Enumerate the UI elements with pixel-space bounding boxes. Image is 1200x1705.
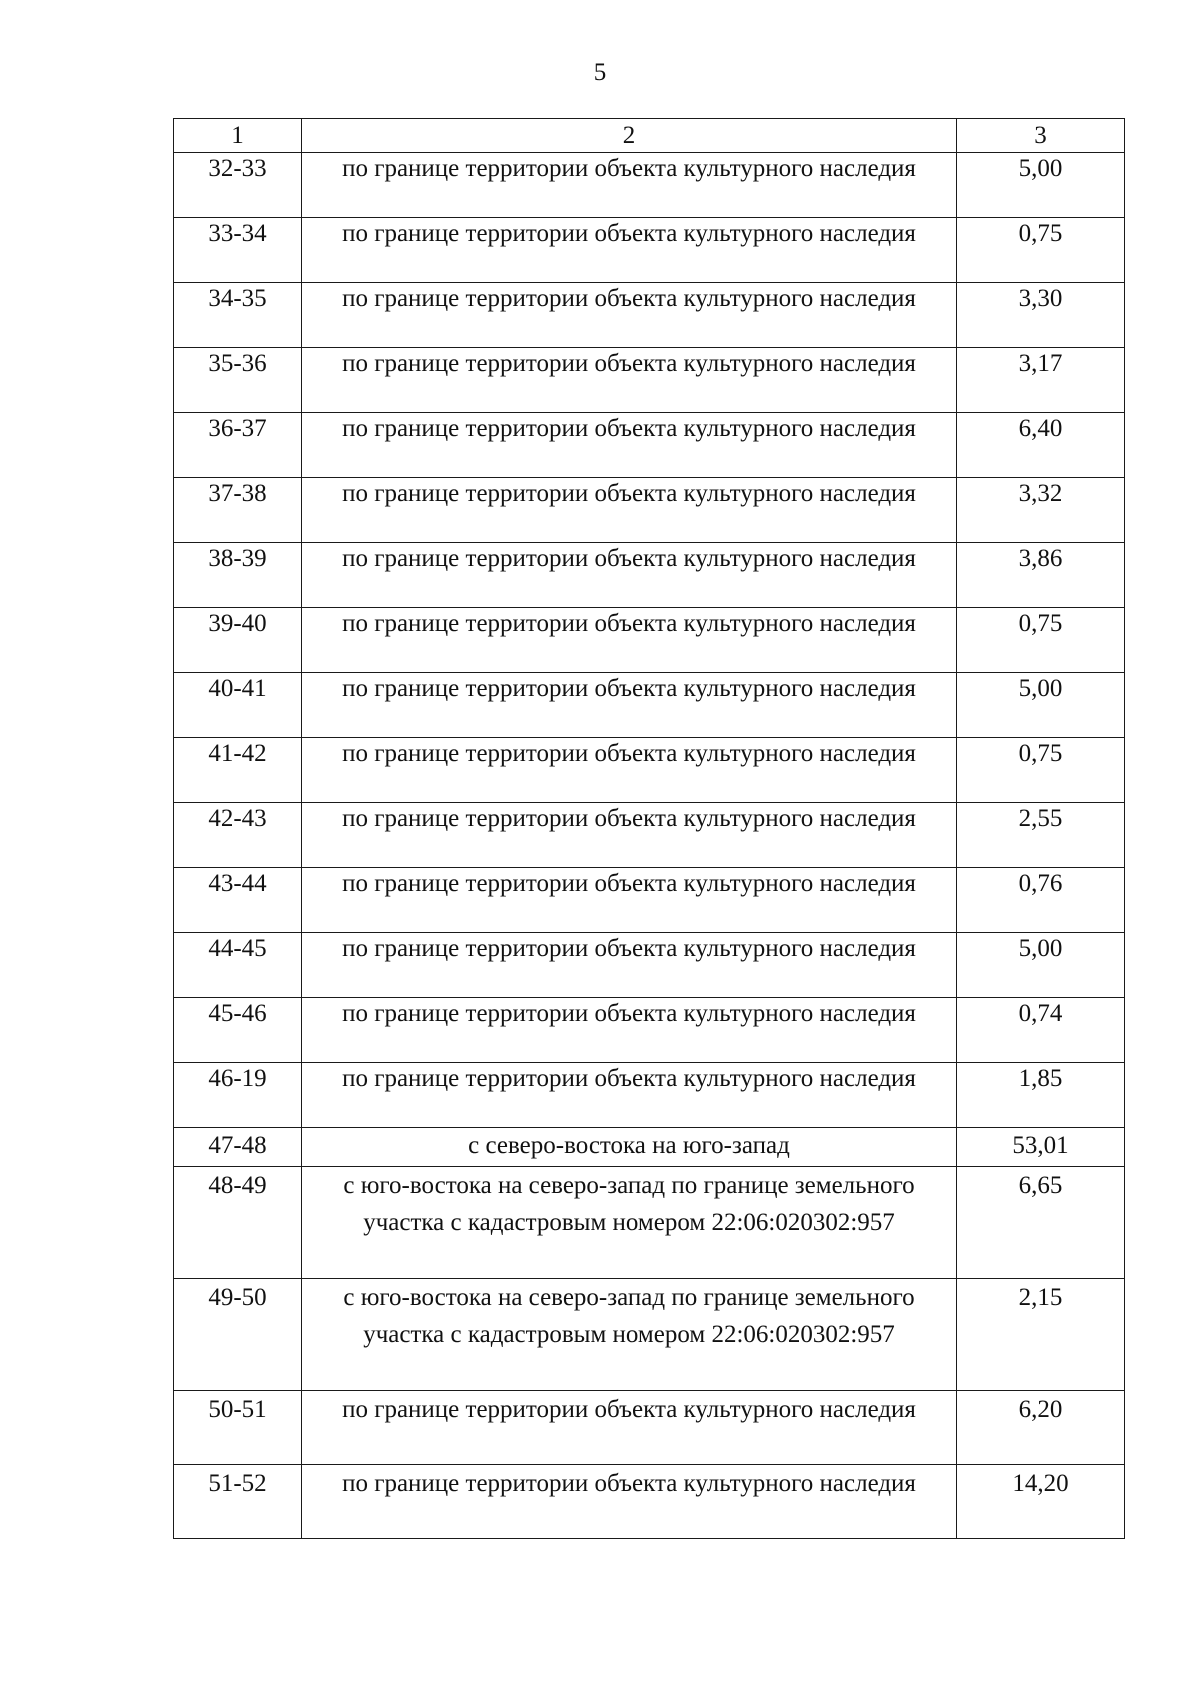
description-cell: по границе территории объекта культурного наследия [302,348,957,413]
segment-cell: 45-46 [174,998,302,1063]
length-cell: 0,76 [957,868,1125,933]
table-row [174,348,1125,413]
description-cell: по границе территории объекта культурного наследия [302,608,957,673]
length-cell: 2,15 [957,1279,1125,1391]
length-cell: 3,17 [957,348,1125,413]
table-row [174,1279,1125,1391]
length-cell: 3,32 [957,478,1125,543]
table-row [174,153,1125,218]
length-cell: 14,20 [957,1465,1125,1539]
header-cell-3: 3 [957,119,1125,153]
segment-cell: 32-33 [174,153,302,218]
description-cell: по границе территории объекта культурного наследия [302,933,957,998]
length-cell: 53,01 [957,1128,1125,1167]
description-cell: по границе территории объекта культурного наследия [302,1063,957,1128]
length-cell: 6,20 [957,1391,1125,1465]
length-cell: 6,65 [957,1167,1125,1279]
table-row [174,608,1125,673]
length-cell: 6,40 [957,413,1125,478]
table-row [174,738,1125,803]
description-cell: по границе территории объекта культурного наследия [302,283,957,348]
description-cell: по границе территории объекта культурного наследия [302,478,957,543]
table-header-row [174,119,1125,153]
description-cell: по границе территории объекта культурного наследия [302,1391,957,1465]
table-row [174,868,1125,933]
description-cell: по границе территории объекта культурного наследия [302,153,957,218]
table-row [174,1128,1125,1167]
segment-cell: 40-41 [174,673,302,738]
table-row [174,1167,1125,1279]
segment-cell: 51-52 [174,1465,302,1539]
header-cell-2: 2 [302,119,957,153]
segment-cell: 33-34 [174,218,302,283]
table-row [174,543,1125,608]
segment-cell: 36-37 [174,413,302,478]
description-cell: по границе территории объекта культурного наследия [302,868,957,933]
segment-cell: 34-35 [174,283,302,348]
segment-cell: 47-48 [174,1128,302,1167]
table-row [174,1465,1125,1539]
header-cell-1: 1 [174,119,302,153]
table-row [174,413,1125,478]
segment-cell: 46-19 [174,1063,302,1128]
length-cell: 5,00 [957,153,1125,218]
table-row [174,803,1125,868]
segment-cell: 44-45 [174,933,302,998]
length-cell: 5,00 [957,933,1125,998]
table-row [174,478,1125,543]
length-cell: 0,75 [957,218,1125,283]
description-cell: по границе территории объекта культурного наследия [302,218,957,283]
table-row [174,673,1125,738]
length-cell: 0,74 [957,998,1125,1063]
length-cell: 3,86 [957,543,1125,608]
description-cell: по границе территории объекта культурного наследия [302,803,957,868]
segment-cell: 42-43 [174,803,302,868]
segment-cell: 35-36 [174,348,302,413]
table-row [174,1063,1125,1128]
segment-cell: 37-38 [174,478,302,543]
length-cell: 1,85 [957,1063,1125,1128]
segment-cell: 38-39 [174,543,302,608]
page-number: 5 [593,59,607,86]
length-cell: 3,30 [957,283,1125,348]
boundary-table [173,118,1125,1539]
description-cell: с юго-востока на северо-запад по границе земельного участка с кадастровым номером 22:06:020302:957 [302,1167,957,1279]
length-cell: 5,00 [957,673,1125,738]
description-cell: по границе территории объекта культурного наследия [302,413,957,478]
length-cell: 2,55 [957,803,1125,868]
description-cell: с юго-востока на северо-запад по границе земельного участка с кадастровым номером 22:06:020302:957 [302,1279,957,1391]
segment-cell: 48-49 [174,1167,302,1279]
segment-cell: 39-40 [174,608,302,673]
table-row [174,283,1125,348]
description-cell: по границе территории объекта культурного наследия [302,1465,957,1539]
segment-cell: 41-42 [174,738,302,803]
description-cell: с северо-востока на юго-запад [302,1128,957,1167]
description-cell: по границе территории объекта культурного наследия [302,543,957,608]
description-cell: по границе территории объекта культурного наследия [302,998,957,1063]
length-cell: 0,75 [957,738,1125,803]
table-row [174,998,1125,1063]
description-cell: по границе территории объекта культурного наследия [302,738,957,803]
table-row [174,218,1125,283]
table-row [174,933,1125,998]
segment-cell: 50-51 [174,1391,302,1465]
table-row [174,1391,1125,1465]
description-cell: по границе территории объекта культурного наследия [302,673,957,738]
segment-cell: 43-44 [174,868,302,933]
length-cell: 0,75 [957,608,1125,673]
segment-cell: 49-50 [174,1279,302,1391]
